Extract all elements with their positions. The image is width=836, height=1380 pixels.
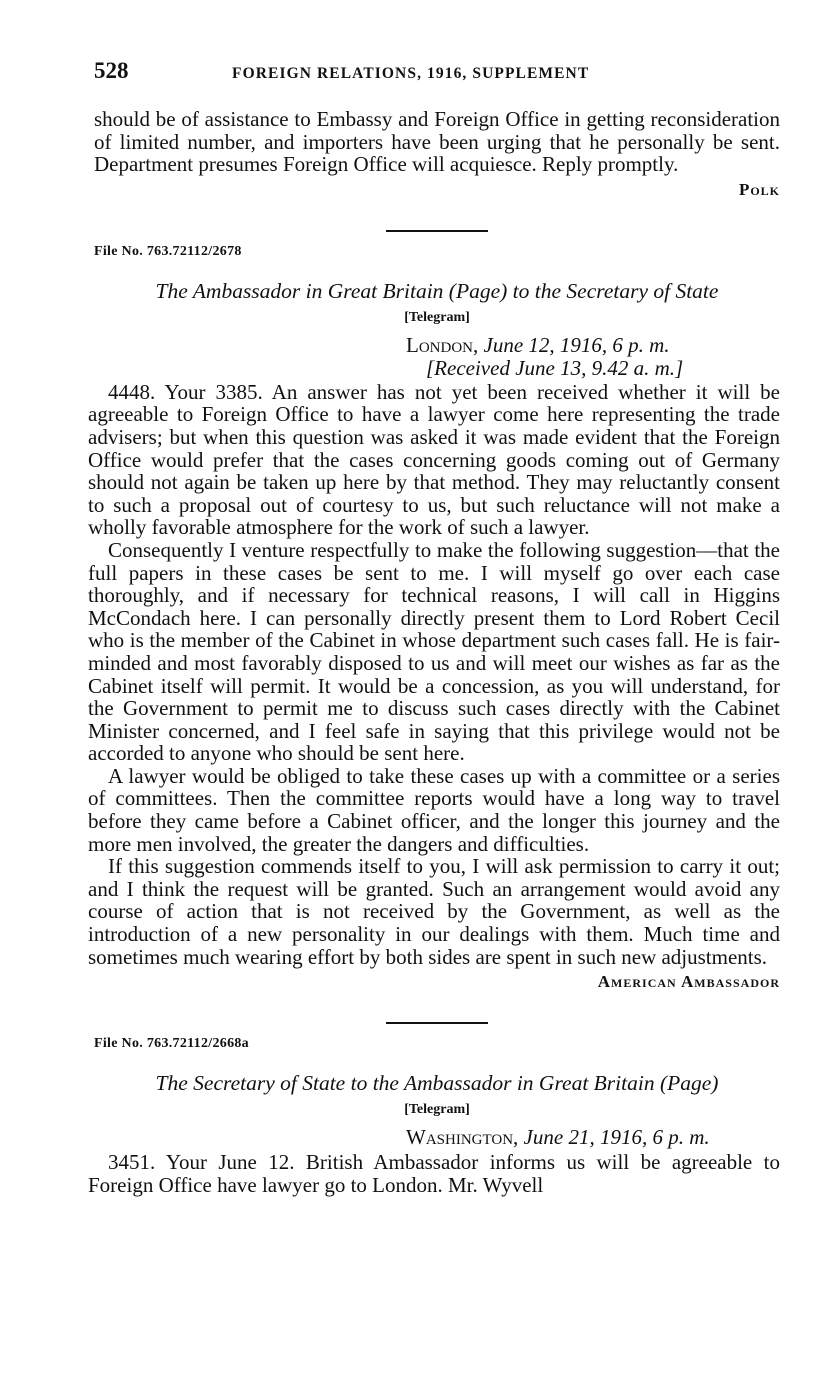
- dateline: [406, 333, 780, 357]
- section-divider: [386, 230, 488, 232]
- dateline-place: Washington,: [406, 1125, 519, 1150]
- file-number: File No. 763.72112/2678: [94, 243, 242, 259]
- running-head: FOREIGN RELATIONS, 1916, SUPPLEMENT: [232, 65, 590, 82]
- page-header: [94, 58, 780, 92]
- body-paragraph: 4448. Your 3385. An answer has not yet been received whether it will be agreeable to Foreign Office to have a lawyer come here representing the trade advisers; but when this question was asked it was made evident that the Foreign Office would prefer that the cases concerning goods coming out of Germany should not again be taken up here by that method. They may reluctantly consent to such a proposal out of courtesy to us, but such reluctance will not make a wholly favorable atmosphere for the work of such a lawyer.: [88, 379, 780, 540]
- document-body: [88, 381, 780, 968]
- body-paragraph: If this suggestion commends itself to you, I will ask permission to carry it out; and I think the request will be granted. Such an arrangement would avoid any course of action that is not received by the Government, as well as the introduction of a new personality in our dealings with them. Much time and sometimes much wearing effort by both sides are spent in such new adjustments.: [88, 854, 780, 969]
- received-line: [Received June 13, 9.42 a. m.]: [426, 355, 684, 380]
- telegram-label: [Telegram]: [404, 1102, 470, 1118]
- body-paragraph: Consequently I venture respectfully to make the following suggestion—that the full papers in these cases be sent to me. I will myself go over each case thoroughly, and if necessary for technical reasons, I will call in Higgins McCondach here. I can personally directly present them to Lord Robert Cecil who is the member of the Cabinet in whose department such cases fall. He is fair-minded and most favorably disposed to us and will meet our wishes as far as the Cabinet itself will permit. It would be a concession, as you will understand, for the Government to permit me to discuss such cases directly with the Cabinet Minister concerned, and I feel safe in saying that this privilege would not be accorded to anyone who should be sent here.: [88, 537, 780, 766]
- dateline-place: London,: [406, 332, 479, 357]
- document-page: [88, 58, 780, 1197]
- signature-polk: Polk: [738, 179, 780, 199]
- document-title: The Secretary of State to the Ambassador in Great Britain (Page): [155, 1071, 719, 1096]
- body-paragraph: A lawyer would be obliged to take these cases up with a committee or a series of committees. Then the committee reports would have a long way to travel before they came before a Cabinet officer, and the longer this journey and the more men involved, the greater the dangers and difficulties.: [88, 763, 780, 856]
- continuation-paragraph: should be of assistance to Embassy and Foreign Office in getting reconsideration of limited number, and importers have been urging that he personally be sent. Department presumes Foreign Office will acquiesce. Reply promptly.: [94, 107, 780, 177]
- dateline-date: June 12, 1916, 6 p. m.: [483, 332, 670, 357]
- dateline: [406, 1125, 780, 1149]
- signature-american-ambassador: American Ambassador: [597, 972, 780, 992]
- page-number: 528: [94, 58, 129, 83]
- document-body: [88, 1151, 780, 1196]
- telegram-label: [Telegram]: [404, 309, 470, 325]
- document-title: The Ambassador in Great Britain (Page) to the Secretary of State: [155, 278, 719, 303]
- dateline-date: June 21, 1916, 6 p. m.: [523, 1125, 710, 1150]
- section-divider: [386, 1022, 488, 1024]
- file-number: File No. 763.72112/2668a: [94, 1036, 249, 1052]
- body-paragraph: 3451. Your June 12. British Ambassador informs us will be agreeable to Foreign Office have lawyer go to London. Mr. Wyvell: [88, 1150, 780, 1197]
